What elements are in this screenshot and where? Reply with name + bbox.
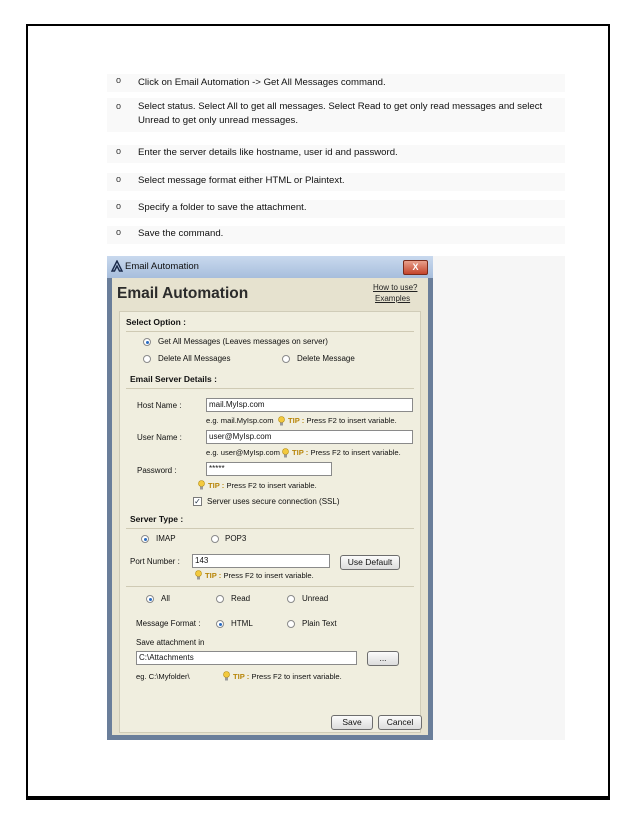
list-item — [107, 98, 565, 132]
use-default-button[interactable]: Use Default — [340, 555, 400, 570]
tip-text — [233, 672, 342, 681]
all-radio[interactable] — [146, 595, 154, 603]
html-radio[interactable] — [216, 620, 224, 628]
tip-message: Press F2 to insert variable. — [310, 448, 401, 457]
lightbulb-icon — [282, 448, 289, 458]
list-item-text: Save the command. — [138, 228, 224, 239]
list-item-text: Click on Email Automation -> Get All Messages command. — [138, 77, 386, 88]
message-format-label: Message Format : — [136, 619, 201, 628]
bullet: o — [116, 101, 122, 111]
divider — [126, 528, 414, 529]
get-all-radio[interactable] — [143, 338, 151, 346]
tip-message: Press F2 to insert variable. — [251, 672, 342, 681]
bullet: o — [116, 227, 122, 237]
plain-text-label: Plain Text — [302, 619, 337, 628]
tip-text — [205, 571, 314, 580]
window-title: Email Automation — [125, 261, 199, 272]
lightbulb-icon — [278, 416, 285, 426]
select-option-heading: Select Option : — [126, 317, 186, 327]
bullet: o — [116, 75, 122, 85]
bullet: o — [116, 174, 122, 184]
list-item-text: Select message format either HTML or Plaintext. — [138, 175, 345, 186]
list-item — [107, 226, 565, 244]
pop3-radio[interactable] — [211, 535, 219, 543]
plain-text-radio[interactable] — [287, 620, 295, 628]
list-item — [107, 145, 565, 163]
tip-message: Press F2 to insert variable. — [223, 571, 314, 580]
tip-label: TIP : — [205, 571, 222, 580]
list-item — [107, 173, 565, 191]
delete-message-label: Delete Message — [297, 354, 355, 363]
tip-message: Press F2 to insert variable. — [306, 416, 397, 425]
browse-button[interactable]: ... — [367, 651, 399, 666]
server-type-heading: Server Type : — [130, 514, 184, 524]
password-input[interactable]: ***** — [206, 462, 332, 476]
delete-all-radio[interactable] — [143, 355, 151, 363]
user-name-label: User Name : — [137, 433, 182, 442]
pop3-label: POP3 — [225, 534, 247, 543]
get-all-label: Get All Messages (Leaves messages on server) — [158, 337, 328, 346]
list-item-text: Specify a folder to save the attachment. — [138, 202, 307, 213]
options-panel — [119, 311, 421, 733]
list-item-text: Enter the server details like hostname, user id and password. — [138, 147, 398, 158]
divider — [126, 331, 414, 332]
tip-label: TIP : — [288, 416, 305, 425]
lightbulb-icon — [223, 671, 230, 681]
app-icon — [111, 260, 123, 272]
tip-message: Press F2 to insert variable. — [226, 481, 317, 490]
save-attachment-label: Save attachment in — [136, 638, 205, 647]
background-band — [433, 256, 565, 740]
dialog-heading: Email Automation — [117, 285, 249, 302]
tip-label: TIP : — [292, 448, 309, 457]
unread-radio[interactable] — [287, 595, 295, 603]
tip-text — [208, 481, 317, 490]
list-item — [107, 200, 565, 218]
ssl-label: Server uses secure connection (SSL) — [207, 497, 340, 506]
bullet: o — [116, 201, 122, 211]
cancel-button[interactable]: Cancel — [378, 715, 422, 730]
server-details-heading: Email Server Details : — [130, 374, 217, 384]
read-radio[interactable] — [216, 595, 224, 603]
attachment-example: eg. C:\Myfolder\ — [136, 672, 190, 681]
how-to-use-link[interactable]: How to use? — [373, 283, 418, 292]
tip-text — [288, 416, 397, 425]
password-label: Password : — [137, 466, 177, 475]
imap-label: IMAP — [156, 534, 176, 543]
tip-text — [292, 448, 401, 457]
delete-message-radio[interactable] — [282, 355, 290, 363]
host-name-input[interactable]: mail.MyIsp.com — [206, 398, 413, 412]
list-item-text: Select status. Select All to get all messages. Select Read to get only read messages and select Unread to get only unread messages. — [138, 101, 543, 126]
title-bar[interactable] — [107, 256, 433, 278]
lightbulb-icon — [198, 480, 205, 490]
email-automation-dialog — [107, 256, 433, 740]
delete-all-label: Delete All Messages — [158, 354, 231, 363]
list-item — [107, 74, 565, 92]
host-name-hint: e.g. mail.MyIsp.com — [206, 416, 274, 425]
divider — [126, 586, 414, 587]
tip-label: TIP : — [208, 481, 225, 490]
save-button[interactable]: Save — [331, 715, 373, 730]
tip-label: TIP : — [233, 672, 250, 681]
lightbulb-icon — [195, 570, 202, 580]
dialog-client — [112, 278, 428, 735]
read-label: Read — [231, 594, 251, 603]
port-number-label: Port Number : — [130, 557, 180, 566]
imap-radio[interactable] — [141, 535, 149, 543]
html-label: HTML — [231, 619, 253, 628]
examples-link[interactable]: Examples — [375, 294, 411, 303]
all-label: All — [161, 594, 170, 603]
unread-label: Unread — [302, 594, 329, 603]
bullet: o — [116, 146, 122, 156]
user-name-input[interactable]: user@MyIsp.com — [206, 430, 413, 444]
user-name-hint: e.g. user@MyIsp.com — [206, 448, 280, 457]
port-number-input[interactable]: 143 — [192, 554, 330, 568]
ssl-checkbox[interactable]: ✓ — [194, 497, 201, 506]
attachment-folder-input[interactable]: C:\Attachments — [136, 651, 357, 665]
divider — [126, 388, 414, 389]
host-name-label: Host Name : — [137, 401, 182, 410]
close-button[interactable]: X — [403, 260, 428, 275]
